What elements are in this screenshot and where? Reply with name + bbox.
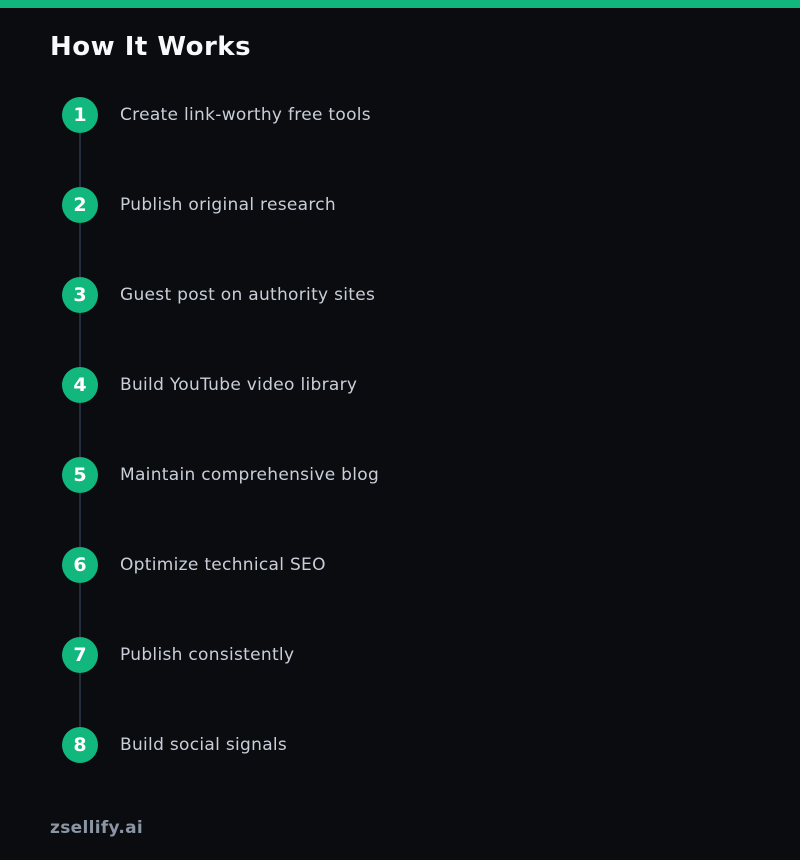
step-item-8 [62, 727, 750, 763]
step-label: Publish consistently [120, 645, 295, 665]
step-label: Create link-worthy free tools [120, 105, 371, 125]
top-accent-bar [0, 0, 800, 8]
step-item-5 [62, 457, 750, 493]
step-item-4 [62, 367, 750, 403]
step-number-badge: 2 [62, 187, 98, 223]
step-label: Build social signals [120, 735, 288, 755]
step-item-6 [62, 547, 750, 583]
step-number-badge: 3 [62, 277, 98, 313]
step-label: Publish original research [120, 195, 336, 215]
step-number-badge: 7 [62, 637, 98, 673]
step-label: Maintain comprehensive blog [120, 465, 380, 485]
main-content [0, 8, 800, 763]
step-label: Build YouTube video library [120, 375, 358, 395]
step-number-badge: 4 [62, 367, 98, 403]
step-item-1 [62, 97, 750, 133]
step-number-badge: 8 [62, 727, 98, 763]
step-number-badge: 1 [62, 97, 98, 133]
step-number-badge: 6 [62, 547, 98, 583]
step-item-3 [62, 277, 750, 313]
step-label: Optimize technical SEO [120, 555, 326, 575]
steps-list [62, 97, 750, 763]
step-label: Guest post on authority sites [120, 285, 376, 305]
step-item-2 [62, 187, 750, 223]
footer-brand: zsellify.ai [50, 818, 143, 838]
step-item-7 [62, 637, 750, 673]
page-title: How It Works [50, 32, 252, 62]
step-number-badge: 5 [62, 457, 98, 493]
